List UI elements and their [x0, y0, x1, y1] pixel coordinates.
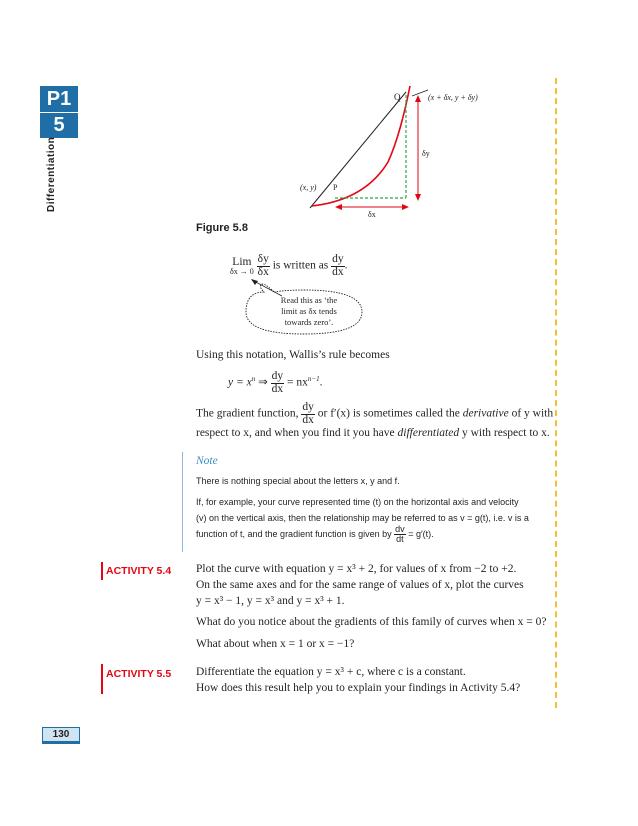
gradient-paragraph-line1: The gradient function, $\frac{dy}{dx}$ or f′(x) is sometimes called the derivative of y with [196, 401, 554, 426]
label-P-coord: (x, y) [300, 183, 317, 192]
activity-55-bar [101, 664, 103, 694]
activity-55-line-1: Differentiate the equation y = x³ + c, where c is a constant. [196, 666, 466, 678]
gradient-paragraph-line2: respect to x, and when you find it you have differentiated y with respect to x. [196, 427, 550, 439]
activity-54-line-3: y = x³ − 1, y = x³ and y = x³ + 1. [196, 595, 345, 607]
note-line-3: (v) on the vertical axis, then the relationship may be referred to as v = g(t), i.e. v is a [196, 513, 529, 523]
page-number: 130 [42, 727, 80, 744]
bubble-text: Read this as ‘the limit as δx tends towards zero’. [280, 295, 338, 327]
activity-54-label: ACTIVITY 5.4 [106, 565, 172, 577]
activity-54-line-5: What about when x = 1 or x = −1? [196, 638, 355, 650]
wallis-rule: $y = x^n$ ⇒ $\frac{dy}{dx}$ = $nx^{n-1}$. [228, 370, 323, 395]
label-dx: δx [368, 210, 376, 218]
note-line-2: If, for example, your curve represented time (t) on the horizontal axis and velocity [196, 497, 519, 507]
chapter-tab: 5 [40, 113, 78, 138]
derivative-fraction: $\frac{dy}{dx}$ [332, 253, 344, 278]
is-written-as: is written as [272, 259, 329, 272]
label-Q: Q [394, 92, 401, 102]
limit-notation: Lim δx → 0 $\frac{\delta y}{\delta x}$ is written as $\frac{dy}{dx}$ . [230, 253, 348, 278]
activity-55-line-2: How does this result help you to explain your findings in Activity 5.4? [196, 682, 521, 694]
part-tab: P1 [40, 86, 78, 112]
margin-rule [555, 78, 557, 708]
label-dy: δy [422, 149, 430, 158]
activity-54-line-1: Plot the curve with equation y = x³ + 2, for values of x from −2 to +2. [196, 563, 517, 575]
limit-fraction: $\frac{\delta y}{\delta x}$ [257, 253, 269, 278]
label-Q-coord: (x + δx, y + δy) [428, 93, 478, 102]
chord-line [310, 92, 406, 208]
intro-text: Using this notation, Wallis’s rule becomes [196, 349, 390, 361]
figure-diagram [290, 78, 510, 218]
note-line-4: function of t, and the gradient function is given by $\frac{dv}{dt}$ = g′(t). [196, 524, 434, 544]
figure-caption: Figure 5.8 [196, 222, 248, 234]
note-title: Note [196, 455, 218, 467]
note-bar [182, 452, 183, 552]
activity-55-label: ACTIVITY 5.5 [106, 668, 172, 680]
activity-54-bar [101, 562, 103, 580]
label-P: P [333, 183, 338, 192]
note-line-1: There is nothing special about the letters x, y and f. [196, 476, 400, 486]
lim-word: Lim [232, 255, 252, 268]
activity-54-line-4: What do you notice about the gradients of this family of curves when x = 0? [196, 616, 547, 628]
lim-sub: δx → 0 [230, 266, 254, 276]
activity-54-line-2: On the same axes and for the same range of values of x, plot the curves [196, 579, 524, 591]
section-label: Differentiation [46, 136, 57, 212]
